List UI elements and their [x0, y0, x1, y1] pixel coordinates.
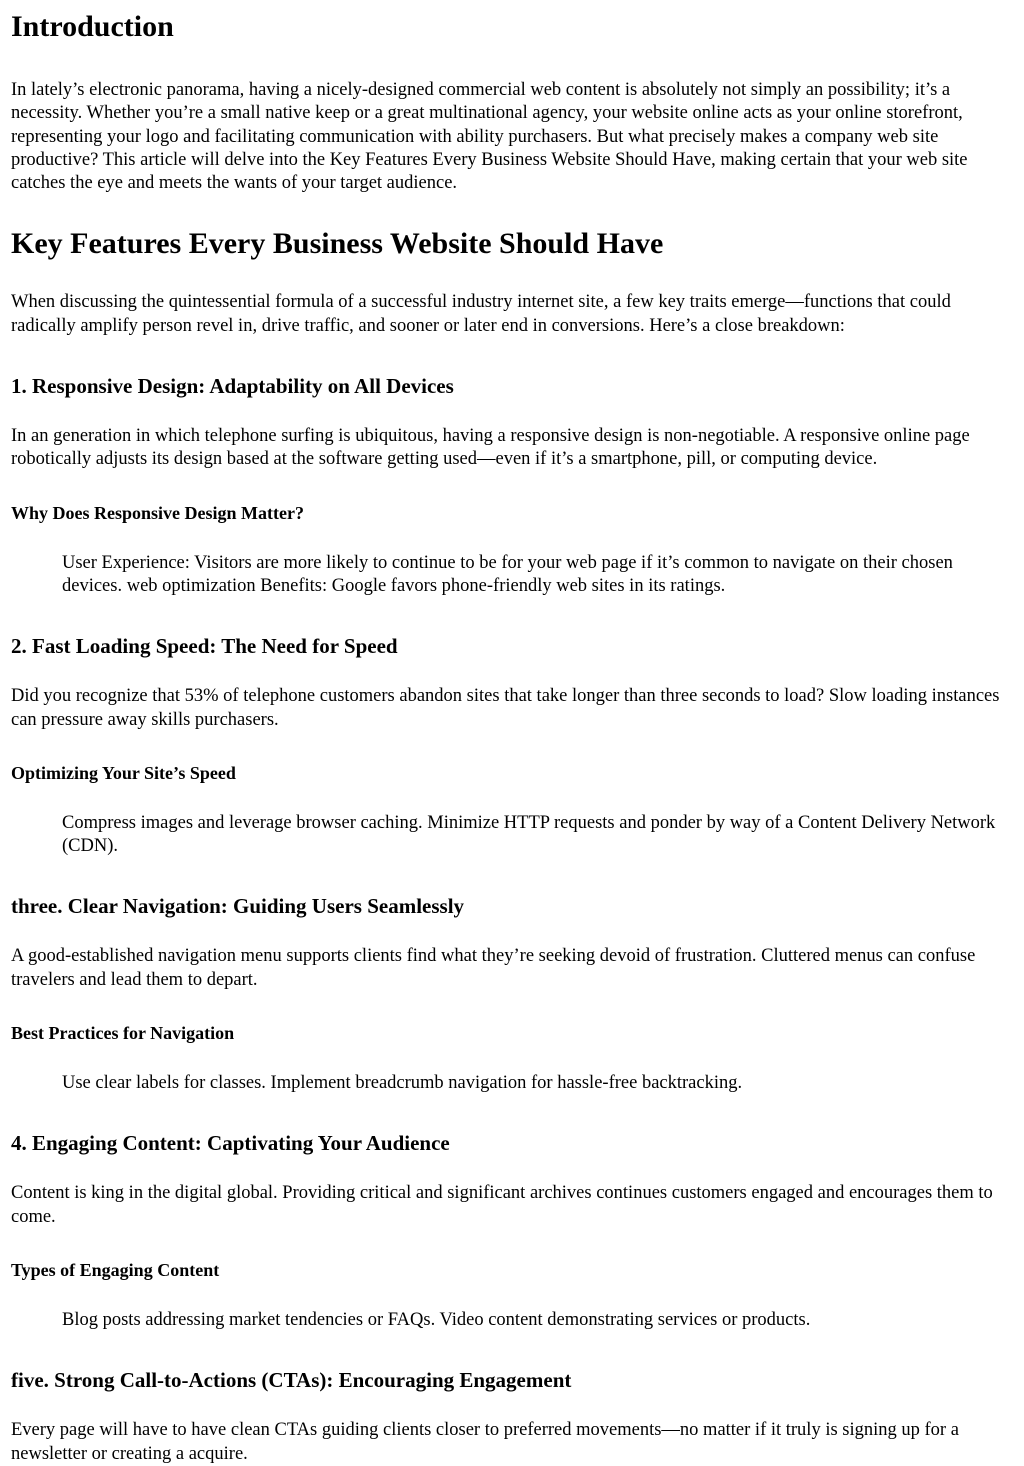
- section-paragraph: In an generation in which telephone surfing is ubiquitous, having a responsive design is non-negotiable. A responsive online page robotically adjusts its design based at the software getting used—even if it’s a smartphone, pill, or computing device.: [11, 426, 970, 470]
- intro-paragraph: In lately’s electronic panorama, having a nicely-designed commercial web content is absolutely not simply an possibility; it’s a necessity. Whether you’re a small native keep or a great multinational agency, your website online acts as your online storefront, representing your logo and facilitating communication with ability purchasers. But what precisely makes a company web site productive? This article will delve into the Key Features Every Business Website Should Have, making certain that your web site catches the eye and meets the wants of your target audience.: [11, 80, 968, 194]
- section-list-text: Compress images and leverage browser caching. Minimize HTTP requests and ponder by way of a Content Delivery Network (CDN).: [62, 812, 996, 857]
- section-heading: 2. Fast Loading Speed: The Need for Speed: [11, 634, 398, 659]
- section-paragraph: A good-established navigation menu supports clients find what they’re seeking devoid of frustration. Cluttered menus can confuse travelers and lead them to depart.: [11, 946, 976, 990]
- section-paragraph: Content is king in the digital global. Providing critical and significant archives continues customers engaged and encourages them to come.: [11, 1183, 993, 1227]
- section-heading: five. Strong Call-to-Actions (CTAs): Encouraging Engagement: [11, 1368, 572, 1393]
- section-subheading: Optimizing Your Site’s Speed: [11, 762, 236, 783]
- section-heading: 1. Responsive Design: Adaptability on All Devices: [11, 374, 454, 399]
- section-subheading: Best Practices for Navigation: [11, 1023, 235, 1044]
- section-heading: three. Clear Navigation: Guiding Users Seamlessly: [11, 894, 465, 919]
- section-subheading: Types of Engaging Content: [11, 1259, 220, 1280]
- section-list-text: Use clear labels for classes. Implement breadcrumb navigation for hassle-free backtracking.: [62, 1073, 743, 1094]
- section-paragraph: Did you recognize that 53% of telephone customers abandon sites that take longer than three seconds to load? Slow loading instances can pressure away skills purchasers.: [11, 686, 1000, 730]
- section-list-text: User Experience: Visitors are more likely to continue to be for your web page if it’s common to navigate on their chosen devices. web optimization Benefits: Google favors phone-friendly web sites in its ratings.: [62, 552, 953, 596]
- key-features-paragraph: When discussing the quintessential formula of a successful industry internet site, a few key traits emerge—functions that could radically amplify person revel in, drive traffic, and sooner or later end in conversions. Here’s a close breakdown:: [11, 292, 951, 336]
- key-features-heading: Key Features Every Business Website Should Have: [11, 227, 664, 261]
- section-list-text: Blog posts addressing market tendencies or FAQs. Video content demonstrating services or products.: [62, 1309, 811, 1330]
- section-paragraph: Every page will have to have clean CTAs guiding clients closer to preferred movements—no matter if it truly is signing up for a newsletter or creating a acquire.: [11, 1420, 959, 1464]
- section-heading: 4. Engaging Content: Captivating Your Audience: [11, 1131, 450, 1156]
- section-subheading: Why Does Responsive Design Matter?: [11, 502, 304, 523]
- intro-heading: Introduction: [11, 10, 174, 43]
- article: [0, 9, 1024, 1466]
